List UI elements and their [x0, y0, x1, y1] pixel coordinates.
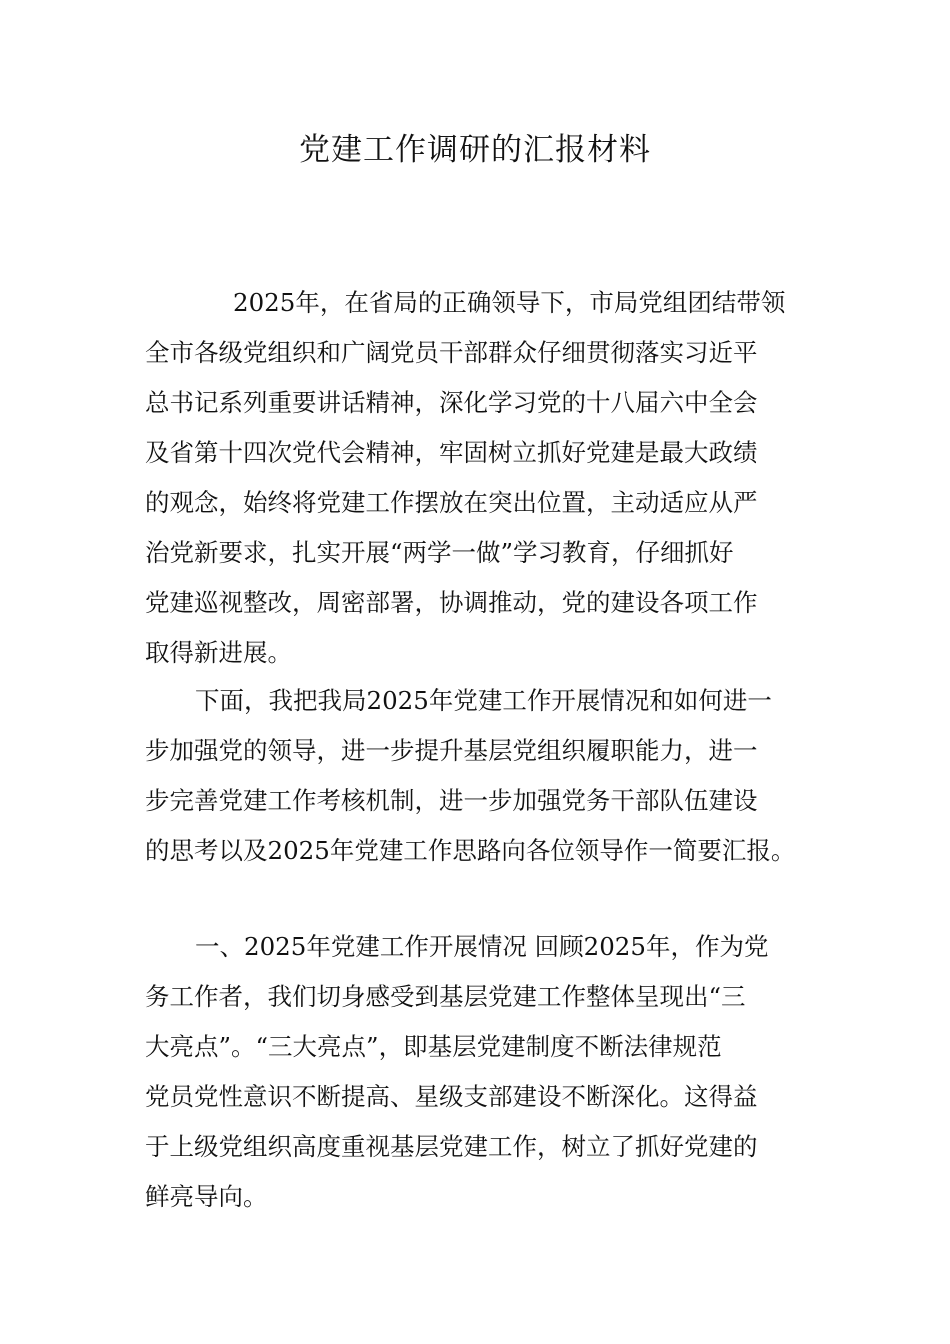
text-line: 鲜亮导向。	[145, 1182, 268, 1211]
text-line: 党建巡视整改，周密部署，协调推动，党的建设各项工作	[145, 588, 758, 617]
text-line: 取得新进展。	[145, 638, 292, 667]
text-line: 于上级党组织高度重视基层党建工作，树立了抓好党建的	[145, 1132, 758, 1161]
text-line: 的思考以及2025年党建工作思路向各位领导作一简要汇报。	[145, 836, 796, 865]
text-line: 步完善党建工作考核机制，进一步加强党务干部队伍建设	[145, 786, 758, 815]
text-line: 全市各级党组织和广阔党员干部群众仔细贯彻落实习近平	[145, 338, 758, 367]
text-line: 步加强党的领导，进一步提升基层党组织履职能力，进一	[145, 736, 758, 765]
text-line: 党员党性意识不断提高、星级支部建设不断深化。这得益	[145, 1082, 758, 1111]
text-line: 治党新要求，扎实开展“两学一做”学习教育，仔细抓好	[145, 538, 734, 567]
text-line: 一、2025年党建工作开展情况 回顾2025年，作为党	[195, 932, 769, 961]
text-line: 下面，我把我局2025年党建工作开展情况和如何进一	[195, 686, 772, 715]
text-line: 的观念，始终将党建工作摆放在突出位置，主动适应从严	[145, 488, 758, 517]
document-title: 党建工作调研的汇报材料	[299, 132, 651, 168]
paragraph-intro	[145, 278, 815, 678]
text-line: 及省第十四次党代会精神，牢固树立抓好党建是最大政绩	[145, 438, 758, 467]
paragraph-section-one	[145, 922, 815, 1222]
text-line: 2025年，在省局的正确领导下，市局党组团结带领	[233, 288, 786, 317]
text-line: 务工作者，我们切身感受到基层党建工作整体呈现出“三	[145, 982, 746, 1011]
paragraph-outline	[145, 676, 815, 876]
text-line: 总书记系列重要讲话精神，深化学习党的十八届六中全会	[145, 388, 758, 417]
text-line: 大亮点”。“三大亮点”，即基层党建制度不断法律规范	[145, 1032, 722, 1061]
